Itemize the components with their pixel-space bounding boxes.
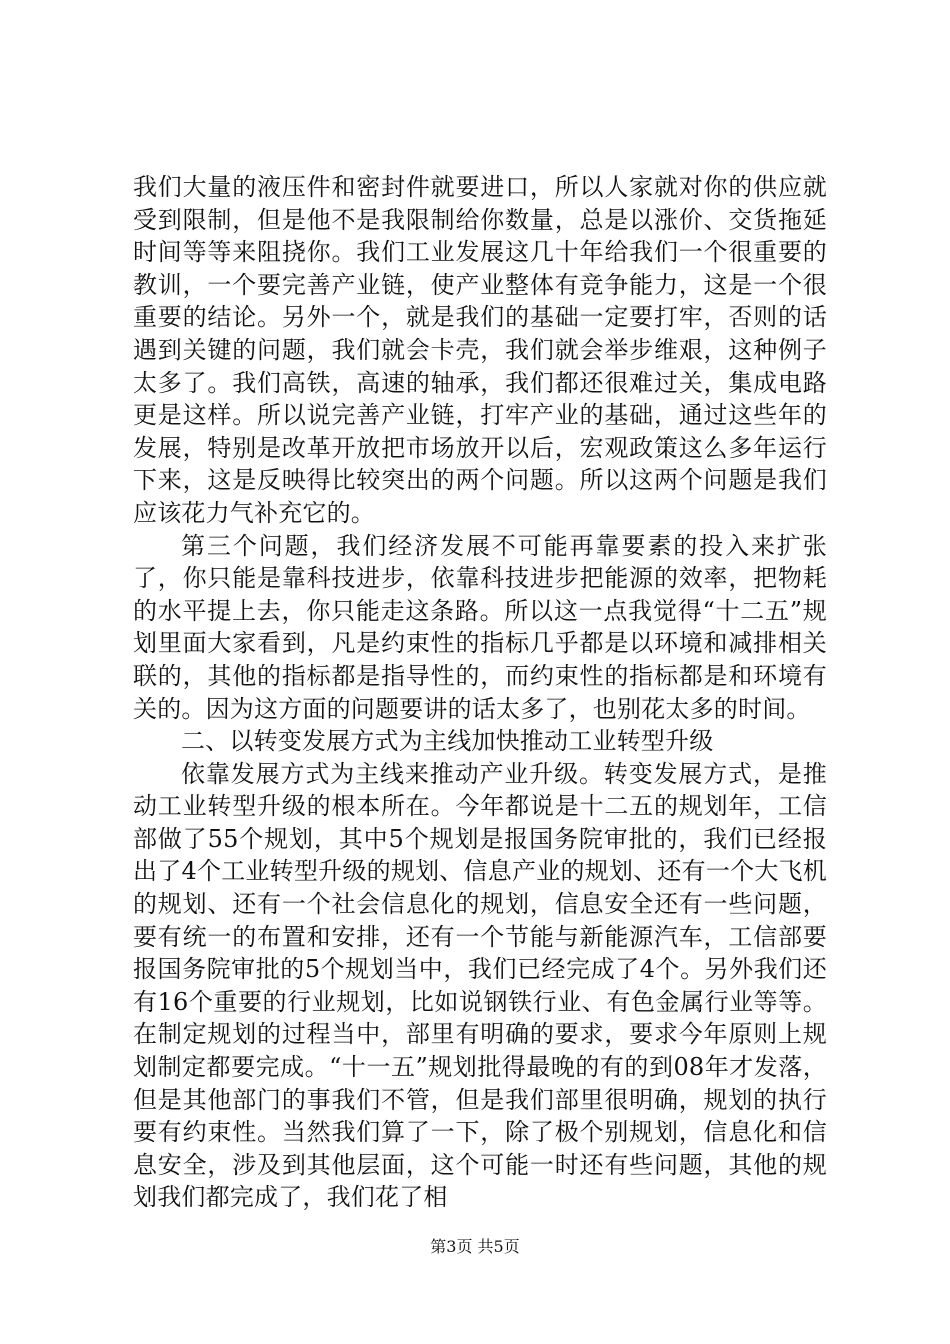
paragraph-1: 我们大量的液压件和密封件就要进口，所以人家就对你的供应就受到限制，但是他不是我限制给你数量，总是以涨价、交货拖延时间等等来阻挠你。我们工业发展这几十年给我们一个很重要的教训，一个要完善产业链，使产业整体有竞争能力，这是一个很重要的结论。另外一个，就是我们的基础一定要打牢，否则的话遇到关键的问题，我们就会卡壳，我们就会举步维艰，这种例子太多了。我们高铁，高速的轴承，我们都还很难过关，集成电路更是这样。所以说完善产业链，打牢产业的基础，通过这些年的发展，特别是改革开放把市场放开以后，宏观政策这么多年运行下来，这是反映得比较突出的两个问题。所以这两个问题是我们应该花力气补充它的。 [133,173,827,527]
paragraph-2: 第三个问题，我们经济发展不可能再靠要素的投入来扩张了，你只能是靠科技进步，依靠科技进步把能源的效率，把物耗的水平提上去，你只能走这条路。所以这一点我觉得“十二五”规划里面大家看到，凡是约束性的指标几乎都是以环境和减排相关联的，其他的指标都是指导性的，而约束性的指标都是和环境有关的。因为这方面的问题要讲的话太多了，也别花太多的时间。 [133,531,827,723]
paragraph-3: 依靠发展方式为主线来推动产业升级。转变发展方式，是推动工业转型升级的根本所在。今年都说是十二五的规划年，工信部做了55个规划，其中5个规划是报国务院审批的，我们已经报出了4个工业转型升级的规划、信息产业的规划、还有一个大飞机的规划、还有一个社会信息化的规划，信息安全还有一些问题，要有统一的布置和安排，还有一个节能与新能源汽车，工信部要报国务院审批的5个规划当中，我们已经完成了4个。另外我们还有16个重要的行业规划，比如说钢铁行业、有色金属行业等等。在制定规划的过程当中，部里有明确的要求，要求今年原则上规划制定都要完成。“十一五”规划批得最晚的有的到08年才发落，但是其他部门的事我们不管，但是我们部里很明确，规划的执行要有约束性。当然我们算了一下，除了极个别规划，信息化和信息安全，涉及到其他层面，这个可能一时还有些问题，其他的规划我们都完成了，我们花了相 [133,759,827,1212]
page-footer: 第3页 共5页 [430,1237,520,1256]
document-body [133,171,827,1214]
section-heading: 二、以转变发展方式为主线加快推动工业转型升级 [181,727,714,756]
